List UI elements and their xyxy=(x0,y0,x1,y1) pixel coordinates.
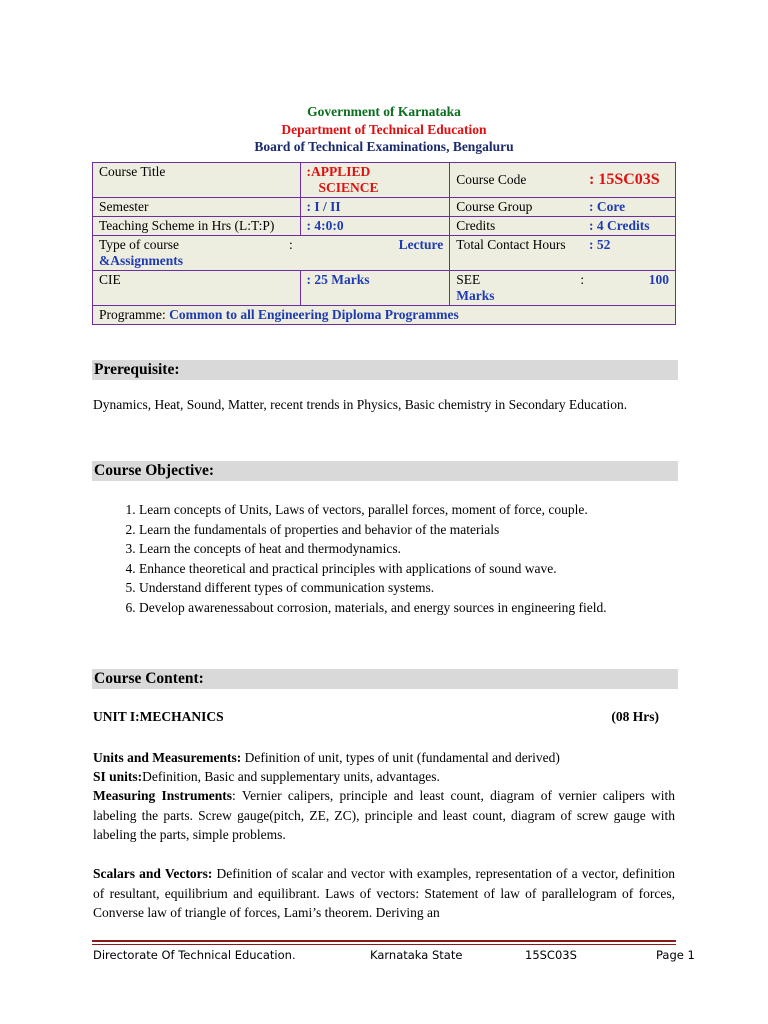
header-government: Government of Karnataka xyxy=(307,104,461,119)
semester-value: : I / II xyxy=(300,198,450,217)
objective-item: 1. Learn concepts of Units, Laws of vectors, parallel forces, moment of force, couple. xyxy=(139,500,699,520)
cie-value: : 25 Marks xyxy=(300,271,450,306)
course-code-cell: Course Code : 15SC03S xyxy=(450,163,676,198)
scalars-vectors-para: Scalars and Vectors: Definition of scalar and vector with examples, representation of a vector, definition of resultant, equilibrium and equilibrant. Laws of vectors: Statement of law of parallelogram of forces, Converse law of triangle of forces, Lami’s theorem. Deriving an xyxy=(93,866,675,920)
course-content-heading: Course Content: xyxy=(92,669,678,689)
prerequisite-text: Dynamics, Heat, Sound, Matter, recent trends in Physics, Basic chemistry in Secondary Education. xyxy=(93,397,628,412)
footer-directorate: Directorate Of Technical Education. xyxy=(93,948,296,962)
unit-heading xyxy=(93,709,659,725)
course-objective-heading: Course Objective: xyxy=(92,461,678,481)
contact-hours-cell: Total Contact Hours : 52 xyxy=(450,236,676,271)
course-title-value: :APPLIED SCIENCE xyxy=(300,163,450,198)
footer-divider xyxy=(92,940,676,942)
programme-cell: Programme: Common to all Engineering Diploma Programmes xyxy=(93,306,676,325)
footer-state: Karnataka State xyxy=(370,948,463,962)
footer-course-code: 15SC03S xyxy=(525,948,577,962)
units-measurements-para: Units and Measurements: Definition of unit, types of unit (fundamental and derived) xyxy=(93,750,560,765)
header-department: Department of Technical Education xyxy=(281,122,487,137)
see-cell: SEE : 100 Marks xyxy=(450,271,676,306)
si-units-para: SI units:Definition, Basic and supplementary units, advantages. xyxy=(93,769,440,784)
header-board: Board of Technical Examinations, Bengaluru xyxy=(254,139,514,154)
measuring-instruments-para: Measuring Instruments: Vernier calipers, principle and least count, diagram of vernier calipers with labeling the parts. Screw gauge(pitch, ZE, ZC), principle and least count, diagram of screw gauge with labeling the parts, simple problems. xyxy=(93,788,675,842)
course-group-cell: Course Group : Core xyxy=(450,198,676,217)
teaching-scheme-label: Teaching Scheme in Hrs (L:T:P) xyxy=(93,217,301,236)
semester-label: Semester xyxy=(93,198,301,217)
objective-item: 5. Understand different types of communication systems. xyxy=(139,578,699,598)
prerequisite-heading: Prerequisite: xyxy=(92,360,678,380)
cie-label: CIE xyxy=(93,271,301,306)
unit-hours: (08 Hrs) xyxy=(611,709,659,724)
footer-page-number: Page 1 xyxy=(656,948,695,962)
objective-list xyxy=(93,500,699,617)
credits-cell: Credits : 4 Credits xyxy=(450,217,676,236)
type-of-course-cell: Type of course : Lecture &Assignments xyxy=(93,236,450,271)
teaching-scheme-value: : 4:0:0 xyxy=(300,217,450,236)
footer-divider-thin xyxy=(92,944,676,945)
objective-item: 2. Learn the fundamentals of properties and behavior of the materials xyxy=(139,520,699,540)
objective-item: 3. Learn the concepts of heat and thermodynamics. xyxy=(139,539,699,559)
course-info-table xyxy=(92,162,676,325)
course-title-label: Course Title xyxy=(93,163,301,198)
objective-item: 4. Enhance theoretical and practical principles with applications of sound wave. xyxy=(139,559,699,579)
objective-item: 6. Develop awarenessabout corrosion, materials, and energy sources in engineering field. xyxy=(139,598,699,618)
unit-title: UNIT I:MECHANICS xyxy=(93,709,224,724)
